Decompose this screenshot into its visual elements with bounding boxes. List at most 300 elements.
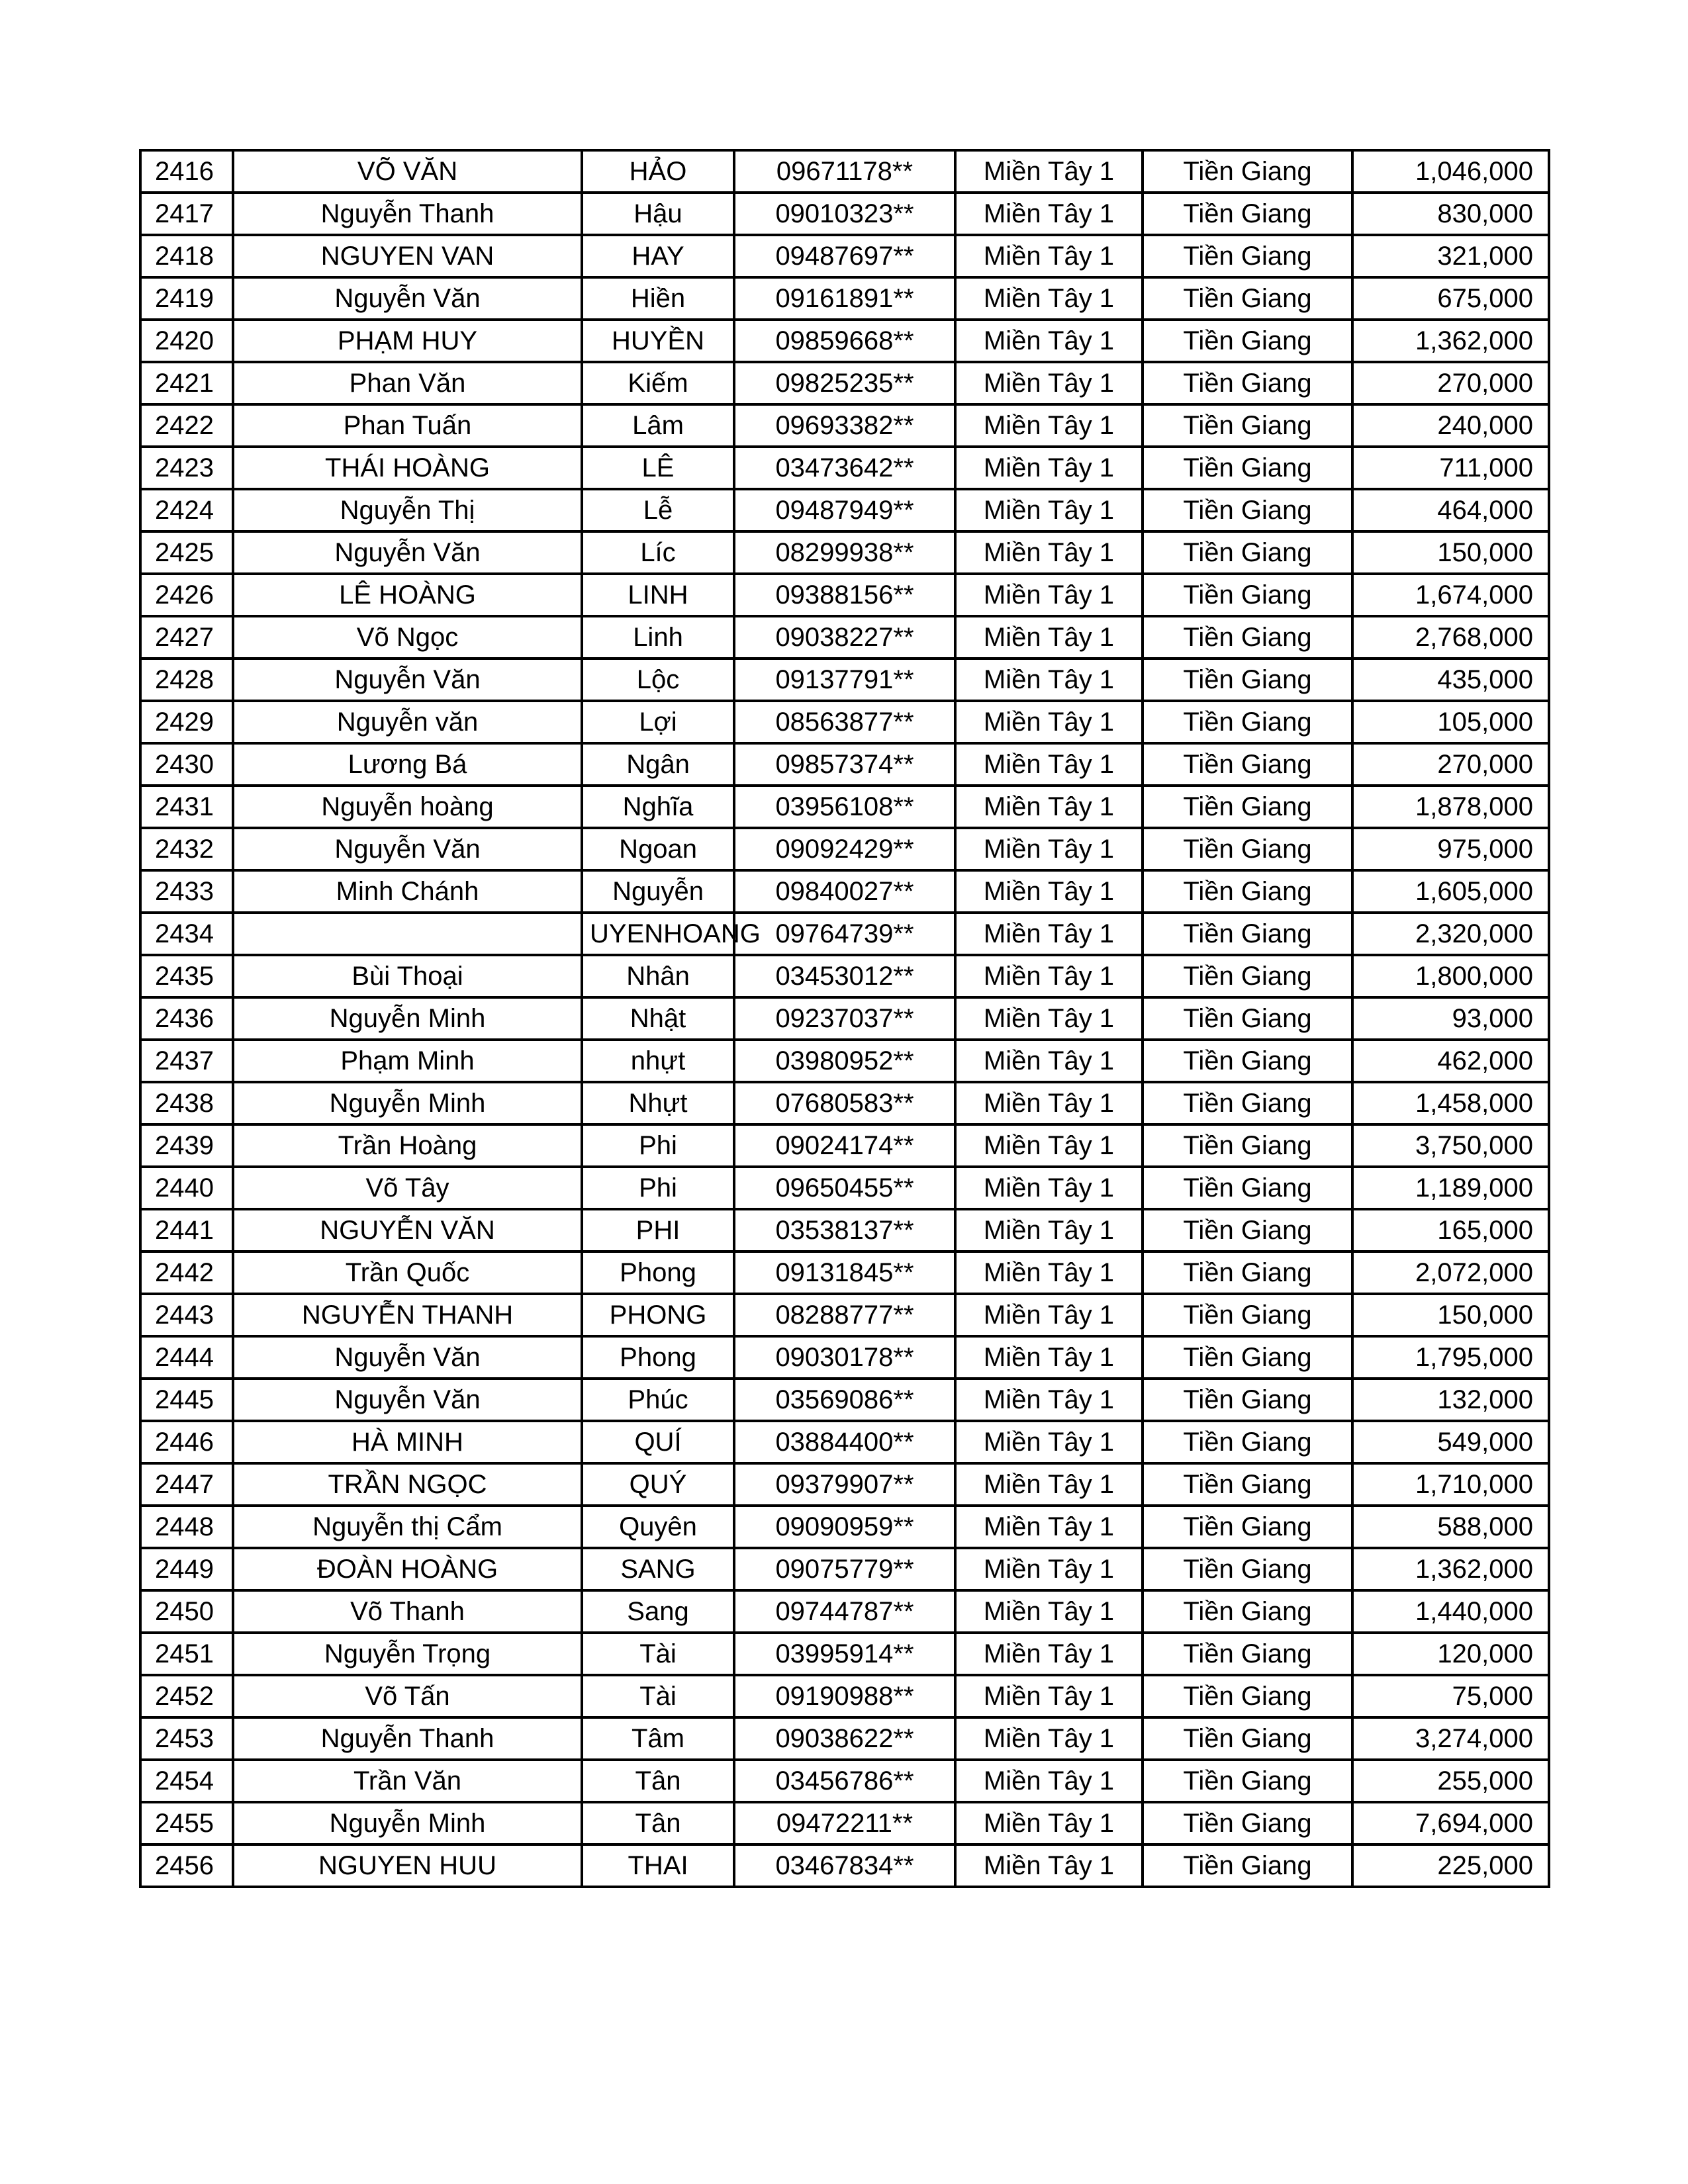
amount-cell: 120,000 bbox=[1352, 1633, 1549, 1675]
phone-number-cell: 09650455** bbox=[734, 1167, 955, 1209]
row-number-cell: 2456 bbox=[140, 1844, 233, 1887]
given-name-cell: Kiếm bbox=[582, 362, 734, 404]
province-cell: Tiền Giang bbox=[1143, 1463, 1352, 1506]
family-name-cell: Trần Văn bbox=[233, 1760, 582, 1802]
family-name-cell: HÀ MINH bbox=[233, 1421, 582, 1463]
region-cell: Miền Tây 1 bbox=[955, 1633, 1143, 1675]
family-name-cell: Lương Bá bbox=[233, 743, 582, 786]
phone-number-cell: 09092429** bbox=[734, 828, 955, 870]
region-cell: Miền Tây 1 bbox=[955, 574, 1143, 616]
amount-cell: 93,000 bbox=[1352, 997, 1549, 1040]
row-number-cell: 2428 bbox=[140, 659, 233, 701]
province-cell: Tiền Giang bbox=[1143, 913, 1352, 955]
given-name-cell: LINH bbox=[582, 574, 734, 616]
region-cell: Miền Tây 1 bbox=[955, 1802, 1143, 1844]
amount-cell: 1,795,000 bbox=[1352, 1336, 1549, 1379]
table-row bbox=[140, 1760, 1549, 1802]
amount-cell: 2,072,000 bbox=[1352, 1251, 1549, 1294]
table-row bbox=[140, 1506, 1549, 1548]
given-name-cell: Phúc bbox=[582, 1379, 734, 1421]
phone-number-cell: 09764739** bbox=[734, 913, 955, 955]
table-row bbox=[140, 362, 1549, 404]
province-cell: Tiền Giang bbox=[1143, 277, 1352, 320]
region-cell: Miền Tây 1 bbox=[955, 913, 1143, 955]
row-number-cell: 2426 bbox=[140, 574, 233, 616]
province-cell: Tiền Giang bbox=[1143, 574, 1352, 616]
region-cell: Miền Tây 1 bbox=[955, 1040, 1143, 1082]
given-name-cell: THAI bbox=[582, 1844, 734, 1887]
family-name-cell: Nguyễn Văn bbox=[233, 1379, 582, 1421]
region-cell: Miền Tây 1 bbox=[955, 659, 1143, 701]
given-name-cell: Quyên bbox=[582, 1506, 734, 1548]
given-name-cell: Linh bbox=[582, 616, 734, 659]
given-name-cell: PHI bbox=[582, 1209, 734, 1251]
region-cell: Miền Tây 1 bbox=[955, 1590, 1143, 1633]
phone-number-cell: 07680583** bbox=[734, 1082, 955, 1124]
row-number-cell: 2451 bbox=[140, 1633, 233, 1675]
province-cell: Tiền Giang bbox=[1143, 1760, 1352, 1802]
family-name-cell: Nguyễn Trọng bbox=[233, 1633, 582, 1675]
region-cell: Miền Tây 1 bbox=[955, 1082, 1143, 1124]
province-cell: Tiền Giang bbox=[1143, 404, 1352, 447]
row-number-cell: 2424 bbox=[140, 489, 233, 531]
amount-cell: 270,000 bbox=[1352, 362, 1549, 404]
province-cell: Tiền Giang bbox=[1143, 1506, 1352, 1548]
amount-cell: 75,000 bbox=[1352, 1675, 1549, 1717]
given-name-cell: Phi bbox=[582, 1167, 734, 1209]
family-name-cell: NGUYỄN THANH bbox=[233, 1294, 582, 1336]
row-number-cell: 2446 bbox=[140, 1421, 233, 1463]
region-cell: Miền Tây 1 bbox=[955, 150, 1143, 193]
amount-cell: 255,000 bbox=[1352, 1760, 1549, 1802]
province-cell: Tiền Giang bbox=[1143, 320, 1352, 362]
amount-cell: 462,000 bbox=[1352, 1040, 1549, 1082]
province-cell: Tiền Giang bbox=[1143, 150, 1352, 193]
phone-number-cell: 09744787** bbox=[734, 1590, 955, 1633]
given-name-cell: Lộc bbox=[582, 659, 734, 701]
table-row bbox=[140, 1590, 1549, 1633]
region-cell: Miền Tây 1 bbox=[955, 1506, 1143, 1548]
amount-cell: 270,000 bbox=[1352, 743, 1549, 786]
province-cell: Tiền Giang bbox=[1143, 828, 1352, 870]
region-cell: Miền Tây 1 bbox=[955, 1844, 1143, 1887]
row-number-cell: 2417 bbox=[140, 193, 233, 235]
given-name-cell: Tài bbox=[582, 1675, 734, 1717]
family-name-cell: Võ Ngọc bbox=[233, 616, 582, 659]
given-name-cell: HUYỀN bbox=[582, 320, 734, 362]
given-name-cell: Ngân bbox=[582, 743, 734, 786]
given-name-cell: Lễ bbox=[582, 489, 734, 531]
province-cell: Tiền Giang bbox=[1143, 997, 1352, 1040]
phone-number-cell: 09038622** bbox=[734, 1717, 955, 1760]
phone-number-cell: 09859668** bbox=[734, 320, 955, 362]
family-name-cell: Võ Tây bbox=[233, 1167, 582, 1209]
table-row bbox=[140, 1209, 1549, 1251]
family-name-cell: Trần Hoàng bbox=[233, 1124, 582, 1167]
amount-cell: 588,000 bbox=[1352, 1506, 1549, 1548]
phone-number-cell: 09472211** bbox=[734, 1802, 955, 1844]
table-row bbox=[140, 659, 1549, 701]
amount-cell: 675,000 bbox=[1352, 277, 1549, 320]
given-name-cell: SANG bbox=[582, 1548, 734, 1590]
region-cell: Miền Tây 1 bbox=[955, 404, 1143, 447]
amount-cell: 1,458,000 bbox=[1352, 1082, 1549, 1124]
row-number-cell: 2440 bbox=[140, 1167, 233, 1209]
region-cell: Miền Tây 1 bbox=[955, 531, 1143, 574]
amount-cell: 464,000 bbox=[1352, 489, 1549, 531]
table-row bbox=[140, 1548, 1549, 1590]
row-number-cell: 2437 bbox=[140, 1040, 233, 1082]
given-name-cell: Nghĩa bbox=[582, 786, 734, 828]
phone-number-cell: 09030178** bbox=[734, 1336, 955, 1379]
region-cell: Miền Tây 1 bbox=[955, 1124, 1143, 1167]
amount-cell: 7,694,000 bbox=[1352, 1802, 1549, 1844]
region-cell: Miền Tây 1 bbox=[955, 1209, 1143, 1251]
row-number-cell: 2449 bbox=[140, 1548, 233, 1590]
row-number-cell: 2454 bbox=[140, 1760, 233, 1802]
table-row bbox=[140, 1336, 1549, 1379]
row-number-cell: 2444 bbox=[140, 1336, 233, 1379]
province-cell: Tiền Giang bbox=[1143, 489, 1352, 531]
table-row bbox=[140, 489, 1549, 531]
province-cell: Tiền Giang bbox=[1143, 1802, 1352, 1844]
given-name-cell: Phi bbox=[582, 1124, 734, 1167]
phone-number-cell: 09487949** bbox=[734, 489, 955, 531]
row-number-cell: 2433 bbox=[140, 870, 233, 913]
province-cell: Tiền Giang bbox=[1143, 743, 1352, 786]
province-cell: Tiền Giang bbox=[1143, 1633, 1352, 1675]
table-row bbox=[140, 1124, 1549, 1167]
family-name-cell: Bùi Thoại bbox=[233, 955, 582, 997]
table-row bbox=[140, 235, 1549, 277]
region-cell: Miền Tây 1 bbox=[955, 362, 1143, 404]
phone-number-cell: 03456786** bbox=[734, 1760, 955, 1802]
region-cell: Miền Tây 1 bbox=[955, 701, 1143, 743]
phone-number-cell: 09857374** bbox=[734, 743, 955, 786]
table-row bbox=[140, 828, 1549, 870]
region-cell: Miền Tây 1 bbox=[955, 1379, 1143, 1421]
family-name-cell: VÕ VĂN bbox=[233, 150, 582, 193]
document-page bbox=[139, 149, 1548, 1888]
table-row bbox=[140, 193, 1549, 235]
phone-number-cell: 09075779** bbox=[734, 1548, 955, 1590]
province-cell: Tiền Giang bbox=[1143, 1040, 1352, 1082]
amount-cell: 1,046,000 bbox=[1352, 150, 1549, 193]
row-number-cell: 2447 bbox=[140, 1463, 233, 1506]
phone-number-cell: 09388156** bbox=[734, 574, 955, 616]
family-name-cell: NGUYỄN VĂN bbox=[233, 1209, 582, 1251]
table-row bbox=[140, 913, 1549, 955]
region-cell: Miền Tây 1 bbox=[955, 1167, 1143, 1209]
given-name-cell: Ngoan bbox=[582, 828, 734, 870]
family-name-cell bbox=[233, 913, 582, 955]
given-name-cell: Nhân bbox=[582, 955, 734, 997]
region-cell: Miền Tây 1 bbox=[955, 193, 1143, 235]
amount-cell: 3,274,000 bbox=[1352, 1717, 1549, 1760]
amount-cell: 830,000 bbox=[1352, 193, 1549, 235]
row-number-cell: 2429 bbox=[140, 701, 233, 743]
table-row bbox=[140, 743, 1549, 786]
row-number-cell: 2418 bbox=[140, 235, 233, 277]
family-name-cell: PHẠM HUY bbox=[233, 320, 582, 362]
family-name-cell: NGUYEN VAN bbox=[233, 235, 582, 277]
phone-number-cell: 03884400** bbox=[734, 1421, 955, 1463]
row-number-cell: 2431 bbox=[140, 786, 233, 828]
table-row bbox=[140, 1421, 1549, 1463]
family-name-cell: Nguyễn Thanh bbox=[233, 193, 582, 235]
phone-number-cell: 09840027** bbox=[734, 870, 955, 913]
given-name-cell: Tài bbox=[582, 1633, 734, 1675]
phone-number-cell: 09038227** bbox=[734, 616, 955, 659]
given-name-cell: Líc bbox=[582, 531, 734, 574]
family-name-cell: Trần Quốc bbox=[233, 1251, 582, 1294]
row-number-cell: 2450 bbox=[140, 1590, 233, 1633]
phone-number-cell: 03995914** bbox=[734, 1633, 955, 1675]
given-name-cell: Tân bbox=[582, 1760, 734, 1802]
phone-number-cell: 03538137** bbox=[734, 1209, 955, 1251]
amount-cell: 105,000 bbox=[1352, 701, 1549, 743]
table-row bbox=[140, 1675, 1549, 1717]
row-number-cell: 2430 bbox=[140, 743, 233, 786]
row-number-cell: 2438 bbox=[140, 1082, 233, 1124]
given-name-cell: Tân bbox=[582, 1802, 734, 1844]
phone-number-cell: 09161891** bbox=[734, 277, 955, 320]
amount-cell: 2,768,000 bbox=[1352, 616, 1549, 659]
amount-cell: 549,000 bbox=[1352, 1421, 1549, 1463]
family-name-cell: Nguyễn Thanh bbox=[233, 1717, 582, 1760]
family-name-cell: NGUYEN HUU bbox=[233, 1844, 582, 1887]
region-cell: Miền Tây 1 bbox=[955, 997, 1143, 1040]
row-number-cell: 2436 bbox=[140, 997, 233, 1040]
family-name-cell: Nguyễn hoàng bbox=[233, 786, 582, 828]
phone-number-cell: 08288777** bbox=[734, 1294, 955, 1336]
family-name-cell: Võ Thanh bbox=[233, 1590, 582, 1633]
region-cell: Miền Tây 1 bbox=[955, 1421, 1143, 1463]
phone-number-cell: 09379907** bbox=[734, 1463, 955, 1506]
region-cell: Miền Tây 1 bbox=[955, 447, 1143, 489]
phone-number-cell: 03980952** bbox=[734, 1040, 955, 1082]
family-name-cell: Nguyễn Minh bbox=[233, 1082, 582, 1124]
table-row bbox=[140, 447, 1549, 489]
region-cell: Miền Tây 1 bbox=[955, 743, 1143, 786]
province-cell: Tiền Giang bbox=[1143, 1167, 1352, 1209]
table-row bbox=[140, 1633, 1549, 1675]
amount-cell: 435,000 bbox=[1352, 659, 1549, 701]
family-name-cell: ĐOÀN HOÀNG bbox=[233, 1548, 582, 1590]
amount-cell: 711,000 bbox=[1352, 447, 1549, 489]
amount-cell: 1,440,000 bbox=[1352, 1590, 1549, 1633]
phone-number-cell: 09090959** bbox=[734, 1506, 955, 1548]
row-number-cell: 2452 bbox=[140, 1675, 233, 1717]
province-cell: Tiền Giang bbox=[1143, 1844, 1352, 1887]
given-name-cell: LÊ bbox=[582, 447, 734, 489]
province-cell: Tiền Giang bbox=[1143, 531, 1352, 574]
table-row bbox=[140, 404, 1549, 447]
table-row bbox=[140, 786, 1549, 828]
phone-number-cell: 03467834** bbox=[734, 1844, 955, 1887]
province-cell: Tiền Giang bbox=[1143, 1421, 1352, 1463]
given-name-cell: Lâm bbox=[582, 404, 734, 447]
phone-number-cell: 03569086** bbox=[734, 1379, 955, 1421]
table-row bbox=[140, 955, 1549, 997]
province-cell: Tiền Giang bbox=[1143, 1675, 1352, 1717]
phone-number-cell: 03473642** bbox=[734, 447, 955, 489]
phone-number-cell: 09190988** bbox=[734, 1675, 955, 1717]
phone-number-cell: 03956108** bbox=[734, 786, 955, 828]
given-name-cell: Hậu bbox=[582, 193, 734, 235]
row-number-cell: 2432 bbox=[140, 828, 233, 870]
row-number-cell: 2435 bbox=[140, 955, 233, 997]
phone-number-cell: 09693382** bbox=[734, 404, 955, 447]
amount-cell: 1,362,000 bbox=[1352, 1548, 1549, 1590]
region-cell: Miền Tây 1 bbox=[955, 1675, 1143, 1717]
family-name-cell: Nguyễn văn bbox=[233, 701, 582, 743]
province-cell: Tiền Giang bbox=[1143, 1082, 1352, 1124]
row-number-cell: 2445 bbox=[140, 1379, 233, 1421]
amount-cell: 225,000 bbox=[1352, 1844, 1549, 1887]
province-cell: Tiền Giang bbox=[1143, 1717, 1352, 1760]
family-name-cell: Nguyễn Văn bbox=[233, 277, 582, 320]
row-number-cell: 2416 bbox=[140, 150, 233, 193]
region-cell: Miền Tây 1 bbox=[955, 320, 1143, 362]
table-row bbox=[140, 1167, 1549, 1209]
table-row bbox=[140, 997, 1549, 1040]
province-cell: Tiền Giang bbox=[1143, 955, 1352, 997]
row-number-cell: 2439 bbox=[140, 1124, 233, 1167]
phone-number-cell: 09237037** bbox=[734, 997, 955, 1040]
row-number-cell: 2425 bbox=[140, 531, 233, 574]
province-cell: Tiền Giang bbox=[1143, 1294, 1352, 1336]
phone-number-cell: 08563877** bbox=[734, 701, 955, 743]
recipient-table bbox=[139, 149, 1550, 1888]
phone-number-cell: 09487697** bbox=[734, 235, 955, 277]
table-row bbox=[140, 531, 1549, 574]
province-cell: Tiền Giang bbox=[1143, 701, 1352, 743]
given-name-cell: nhựt bbox=[582, 1040, 734, 1082]
family-name-cell: Nguyễn Thị bbox=[233, 489, 582, 531]
region-cell: Miền Tây 1 bbox=[955, 1336, 1143, 1379]
phone-number-cell: 09825235** bbox=[734, 362, 955, 404]
family-name-cell: Phan Văn bbox=[233, 362, 582, 404]
row-number-cell: 2419 bbox=[140, 277, 233, 320]
family-name-cell: Phan Tuấn bbox=[233, 404, 582, 447]
province-cell: Tiền Giang bbox=[1143, 1548, 1352, 1590]
row-number-cell: 2423 bbox=[140, 447, 233, 489]
row-number-cell: 2455 bbox=[140, 1802, 233, 1844]
province-cell: Tiền Giang bbox=[1143, 362, 1352, 404]
province-cell: Tiền Giang bbox=[1143, 1209, 1352, 1251]
province-cell: Tiền Giang bbox=[1143, 659, 1352, 701]
phone-number-cell: 03453012** bbox=[734, 955, 955, 997]
region-cell: Miền Tây 1 bbox=[955, 235, 1143, 277]
amount-cell: 1,800,000 bbox=[1352, 955, 1549, 997]
row-number-cell: 2441 bbox=[140, 1209, 233, 1251]
region-cell: Miền Tây 1 bbox=[955, 828, 1143, 870]
amount-cell: 1,878,000 bbox=[1352, 786, 1549, 828]
given-name-cell: Sang bbox=[582, 1590, 734, 1633]
amount-cell: 165,000 bbox=[1352, 1209, 1549, 1251]
given-name-cell: Nhựt bbox=[582, 1082, 734, 1124]
region-cell: Miền Tây 1 bbox=[955, 1717, 1143, 1760]
row-number-cell: 2442 bbox=[140, 1251, 233, 1294]
family-name-cell: Nguyễn Văn bbox=[233, 1336, 582, 1379]
family-name-cell: Võ Tấn bbox=[233, 1675, 582, 1717]
given-name-cell: Hiền bbox=[582, 277, 734, 320]
table-row bbox=[140, 320, 1549, 362]
family-name-cell: Nguyễn Văn bbox=[233, 828, 582, 870]
amount-cell: 1,605,000 bbox=[1352, 870, 1549, 913]
region-cell: Miền Tây 1 bbox=[955, 786, 1143, 828]
given-name-cell: Nhật bbox=[582, 997, 734, 1040]
row-number-cell: 2448 bbox=[140, 1506, 233, 1548]
region-cell: Miền Tây 1 bbox=[955, 1463, 1143, 1506]
region-cell: Miền Tây 1 bbox=[955, 616, 1143, 659]
given-name-cell: Tâm bbox=[582, 1717, 734, 1760]
phone-number-cell: 09010323** bbox=[734, 193, 955, 235]
given-name-cell: Lợi bbox=[582, 701, 734, 743]
table-row bbox=[140, 870, 1549, 913]
family-name-cell: LÊ HOÀNG bbox=[233, 574, 582, 616]
table-body bbox=[140, 150, 1549, 1887]
given-name-cell: PHONG bbox=[582, 1294, 734, 1336]
row-number-cell: 2421 bbox=[140, 362, 233, 404]
row-number-cell: 2453 bbox=[140, 1717, 233, 1760]
region-cell: Miền Tây 1 bbox=[955, 1294, 1143, 1336]
given-name-cell: Phong bbox=[582, 1336, 734, 1379]
family-name-cell: Nguyễn Văn bbox=[233, 659, 582, 701]
table-row bbox=[140, 1294, 1549, 1336]
region-cell: Miền Tây 1 bbox=[955, 955, 1143, 997]
amount-cell: 975,000 bbox=[1352, 828, 1549, 870]
given-name-cell: Nguyễn bbox=[582, 870, 734, 913]
phone-number-cell: 09137791** bbox=[734, 659, 955, 701]
row-number-cell: 2434 bbox=[140, 913, 233, 955]
table-row bbox=[140, 1379, 1549, 1421]
table-row bbox=[140, 1802, 1549, 1844]
given-name-cell: Phong bbox=[582, 1251, 734, 1294]
phone-number-cell: 09024174** bbox=[734, 1124, 955, 1167]
table-row bbox=[140, 701, 1549, 743]
amount-cell: 2,320,000 bbox=[1352, 913, 1549, 955]
table-row bbox=[140, 1082, 1549, 1124]
amount-cell: 240,000 bbox=[1352, 404, 1549, 447]
amount-cell: 132,000 bbox=[1352, 1379, 1549, 1421]
family-name-cell: Phạm Minh bbox=[233, 1040, 582, 1082]
table-row bbox=[140, 150, 1549, 193]
amount-cell: 1,710,000 bbox=[1352, 1463, 1549, 1506]
amount-cell: 3,750,000 bbox=[1352, 1124, 1549, 1167]
given-name-cell: QUÍ bbox=[582, 1421, 734, 1463]
region-cell: Miền Tây 1 bbox=[955, 1548, 1143, 1590]
province-cell: Tiền Giang bbox=[1143, 1251, 1352, 1294]
phone-number-cell: 09671178** bbox=[734, 150, 955, 193]
amount-cell: 1,674,000 bbox=[1352, 574, 1549, 616]
province-cell: Tiền Giang bbox=[1143, 1590, 1352, 1633]
family-name-cell: Nguyễn Văn bbox=[233, 531, 582, 574]
table-row bbox=[140, 1717, 1549, 1760]
region-cell: Miền Tây 1 bbox=[955, 1251, 1143, 1294]
region-cell: Miền Tây 1 bbox=[955, 870, 1143, 913]
province-cell: Tiền Giang bbox=[1143, 1379, 1352, 1421]
table-row bbox=[140, 1040, 1549, 1082]
amount-cell: 321,000 bbox=[1352, 235, 1549, 277]
table-row bbox=[140, 277, 1549, 320]
table-row bbox=[140, 1844, 1549, 1887]
region-cell: Miền Tây 1 bbox=[955, 1760, 1143, 1802]
table-row bbox=[140, 1251, 1549, 1294]
region-cell: Miền Tây 1 bbox=[955, 489, 1143, 531]
amount-cell: 150,000 bbox=[1352, 531, 1549, 574]
